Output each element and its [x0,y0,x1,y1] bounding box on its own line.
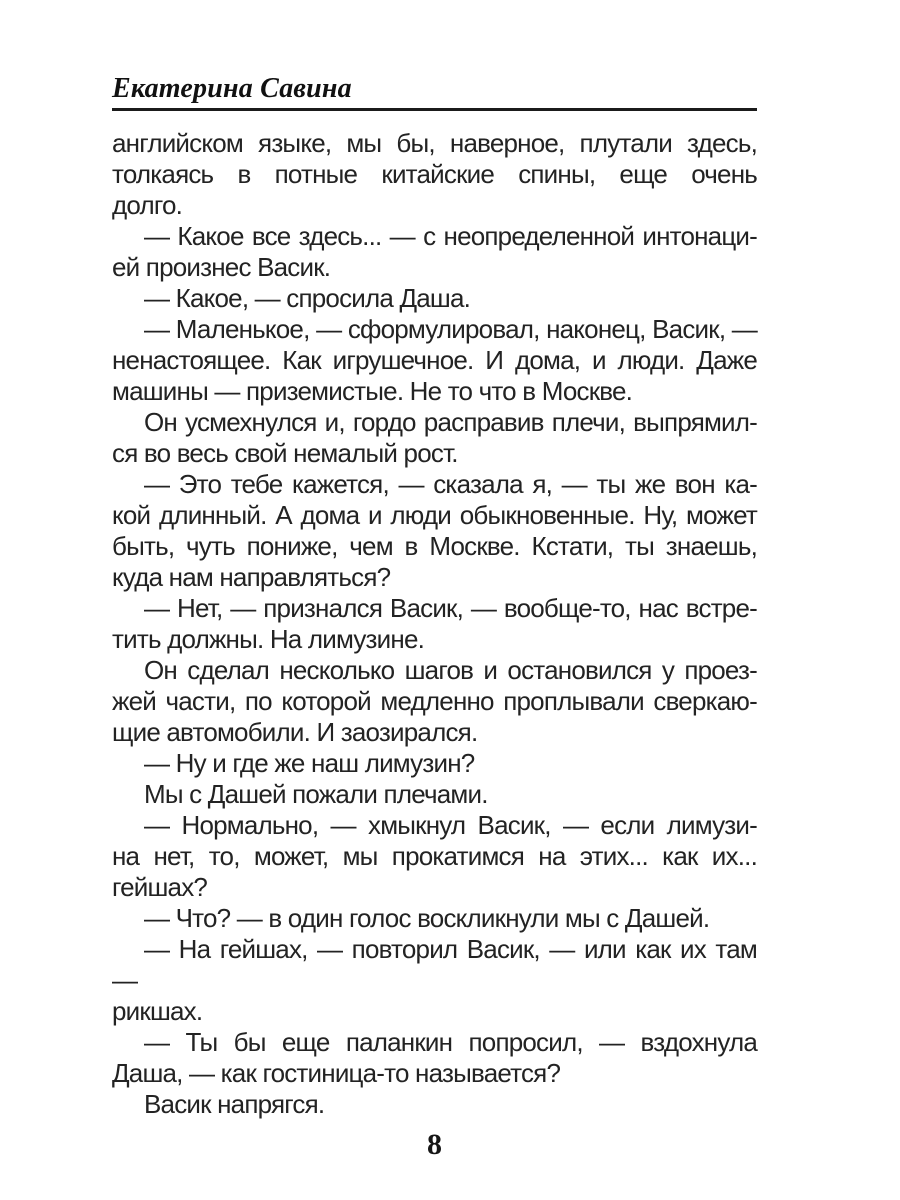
text-line: ся во весь свой немалый рост. [112,438,458,468]
text-line: — Какое, — спросила Даша. [144,283,471,313]
text-line: долго. [112,190,183,220]
text-line: Мы с Дашей пожали плечами. [144,779,488,809]
text-line: — Ну и где же наш лимузин? [144,748,475,778]
text-line: Он сделал несколько шагов и остановился у проез- [144,655,757,685]
text-line: ненастоящее. Как игрушечное. И дома, и люди. Даже [112,345,757,375]
text-line: — Это тебе кажется, — сказала я, — ты же вон ка- [144,469,757,499]
text-line: куда нам направляться? [112,562,391,592]
page-number: 8 [427,1128,442,1161]
text-line: — Ты бы еще паланкин попросил, — вздохнула [144,1027,757,1057]
running-head-author: Екатерина Савина [112,73,352,104]
text-line: кой длинный. А дома и люди обыкновенные. Ну, может [112,500,757,530]
text-line: — Нет, — признался Васик, — вообще-то, нас встре- [144,593,757,623]
text-line: Васик напрягся. [144,1089,325,1119]
text-column [112,74,757,1162]
text-line: — Что? — в один голос воскликнули мы с Дашей. [144,903,710,933]
text-line: — Маленькое, — сформулировал, наконец, Васик, — [144,314,757,344]
text-line: Он усмехнулся и, гордо расправив плечи, выпрямил- [144,407,757,437]
text-line: быть, чуть пониже, чем в Москве. Кстати, ты знаешь, [112,531,757,561]
body-text [112,128,757,1120]
text-line: тить должны. На лимузине. [112,624,425,654]
text-line: Даша, — как гостиница-то называется? [112,1058,561,1088]
text-line: машины — приземистые. Не то что в Москве. [112,376,633,406]
text-line: щие автомобили. И заозирался. [112,717,478,747]
text-line: ей произнес Васик. [112,252,331,282]
text-line: английском языке, мы бы, наверное, плутали здесь, [112,128,757,158]
text-line: — На гейшах, — повторил Васик, — или как их там — [112,934,757,995]
text-line: рикшах. [112,996,203,1026]
text-line: на нет, то, может, мы прокатимся на этих... как их... [112,841,757,871]
text-line: — Какое все здесь... — с неопределенной интонаци- [144,221,757,251]
header-rule [112,108,757,111]
text-line: толкаясь в потные китайские спины, еще очень [112,159,757,189]
text-line: — Нормально, — хмыкнул Васик, — если лимузи- [144,810,757,840]
text-line: жей части, по которой медленно проплывали сверкаю- [112,686,757,716]
text-line: гейшах? [112,872,208,902]
